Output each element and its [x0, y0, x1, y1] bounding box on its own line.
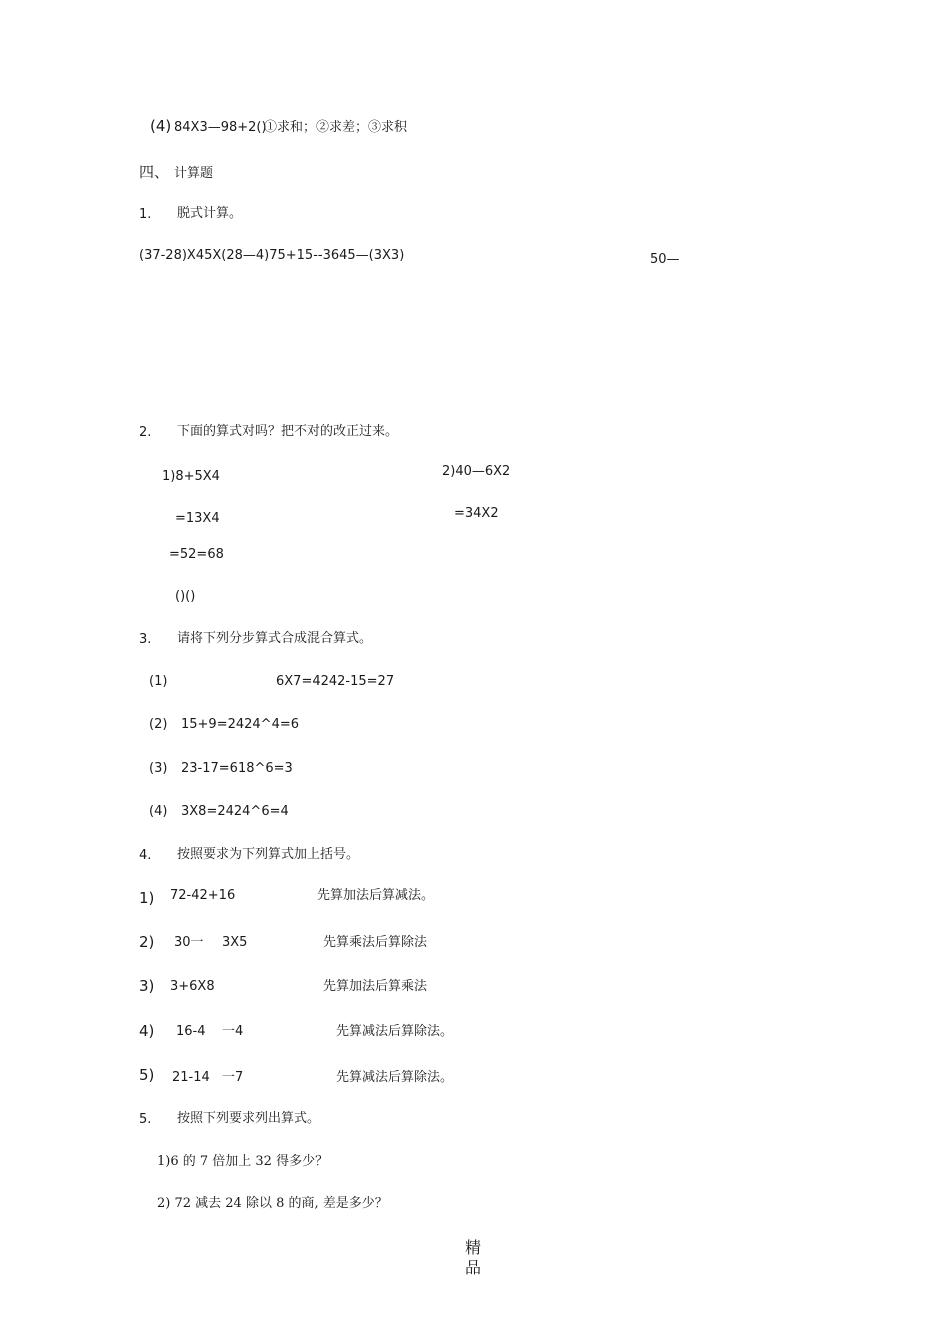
step-expression: 15+9=2424^4=6 [181, 717, 300, 732]
item-number: 1) [139, 889, 155, 907]
calc-step: 2)40—6X2 [442, 464, 511, 479]
requirement: 先算加法后算减法。 [317, 888, 435, 903]
expression: 84X3—98+2() [174, 120, 267, 135]
expression-fragment: 50— [650, 252, 680, 267]
item-number: (2) [149, 717, 168, 732]
section-title: 计算题 [174, 166, 214, 181]
item-number: 3) [139, 977, 155, 995]
problem-title: 脱式计算。 [177, 206, 243, 221]
item-number: (3) [149, 761, 168, 776]
item-number: (4) [149, 804, 168, 819]
problem-number: 3. [139, 632, 152, 647]
item-number: (4) [150, 117, 172, 135]
expression: 一7 [222, 1070, 244, 1085]
problem-title: 请将下列分步算式合成混合算式。 [177, 631, 373, 646]
calc-step: =52=68 [169, 547, 224, 562]
expression: 3+6X8 [170, 979, 215, 994]
expressions: (37-28)X45X(28—4)75+15--3645—(3X3) [139, 248, 405, 263]
expression: 16-4 [176, 1024, 206, 1039]
item-number: (1) [149, 674, 168, 689]
step-expression: 6X7=4242-15=27 [276, 674, 395, 689]
problem-title: 按照下列要求列出算式。 [177, 1111, 321, 1126]
requirement: 先算乘法后算除法 [323, 935, 428, 950]
problem-number: 4. [139, 848, 152, 863]
question: 1)6 的 7 倍加上 32 得多少？ [157, 1154, 329, 1169]
item-number: 5) [139, 1066, 155, 1084]
problem-title: 按照要求为下列算式加上括号。 [177, 847, 360, 862]
calc-step: 1)8+5X4 [162, 469, 220, 484]
problem-number: 5. [139, 1112, 152, 1127]
expression: 72-42+16 [170, 888, 236, 903]
section-number: 四、 [139, 163, 170, 181]
expression: 一4 [222, 1024, 244, 1039]
problem-number: 2. [139, 425, 152, 440]
footer-mark: 精品 [464, 1238, 481, 1277]
requirement: 先算减法后算除法。 [336, 1024, 454, 1039]
step-expression: 23-17=618^6=3 [181, 761, 293, 776]
step-expression: 3X8=2424^6=4 [181, 804, 289, 819]
requirement: 先算加法后算乘法 [323, 979, 428, 994]
expression: 30一 [174, 935, 204, 950]
options: ①求和；②求差；③求积 [264, 120, 408, 135]
question: 2) 72 减去 24 除以 8 的商, 差是多少？ [157, 1196, 388, 1211]
item-number: 4) [139, 1022, 155, 1040]
problem-number: 1. [139, 207, 152, 222]
calc-step: =34X2 [454, 506, 499, 521]
requirement: 先算减法后算除法。 [336, 1070, 454, 1085]
calc-step: =13X4 [175, 511, 220, 526]
item-number: 2) [139, 933, 155, 951]
expression: 21-14 [172, 1070, 210, 1085]
answer-brackets: ()() [175, 589, 196, 604]
problem-title: 下面的算式对吗？把不对的改正过来。 [177, 424, 399, 439]
expression: 3X5 [222, 935, 248, 950]
